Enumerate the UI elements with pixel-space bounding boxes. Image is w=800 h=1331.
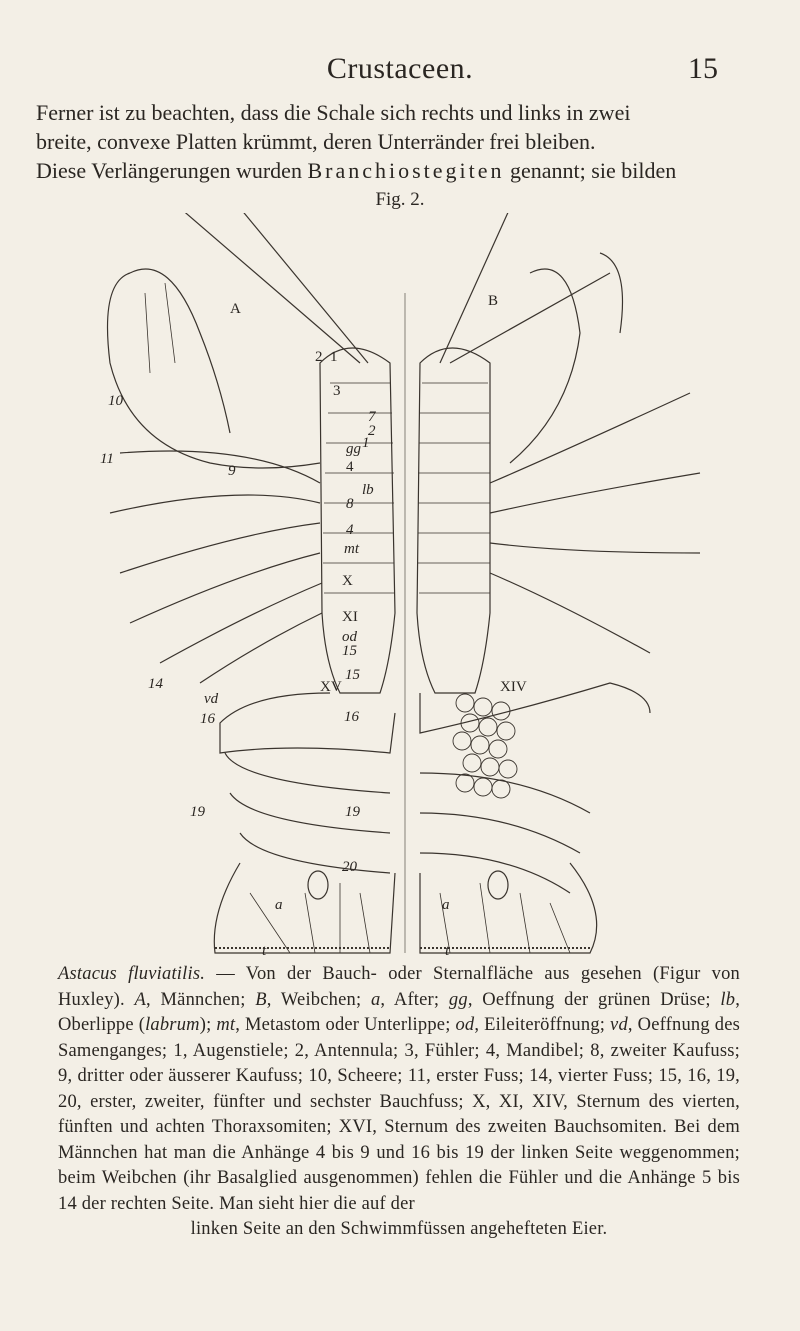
intro-line-2: breite, convexe Platten krümmt, deren Unterränder frei bleiben. (36, 129, 596, 154)
fig-label-19b: 19 (345, 804, 360, 820)
intro-line-3-end: genannt; sie bilden (504, 158, 677, 183)
crayfish-illustration (90, 213, 720, 958)
fig-label-11: 11 (100, 451, 114, 467)
caption-B: B (255, 989, 267, 1010)
caption-line-11: linken Seite an den Schwimmfüssen angehefteten Eier. (190, 1219, 608, 1239)
caption-od: od (455, 1015, 475, 1035)
caption-mt: mt (216, 1015, 236, 1035)
page-number: 15 (688, 52, 718, 85)
fig-label-4b: 4 (346, 522, 354, 538)
fig-label-XIV: XIV (500, 679, 527, 695)
page-header (0, 52, 800, 92)
fig-label-3: 3 (333, 383, 341, 399)
term-branchiostegiten: Branchiostegiten (307, 158, 505, 183)
fig-label-10: 10 (108, 393, 123, 409)
crayfish-engraving (90, 213, 720, 958)
fig-label-vd: vd (204, 691, 219, 707)
caption-gg: gg (448, 989, 468, 1010)
fig-label-t-left: t (262, 943, 267, 958)
caption-p11: , Oeffnung (627, 1015, 710, 1035)
intro-line-3-start: Diese Verlängerungen wurden (36, 158, 308, 183)
fig-label-4a: 4 (346, 459, 354, 475)
caption-line-4: des Samenganges; 1, Augenstiele; 2, Antennula; 3, Fühler; 4, Mandibel; 8, zweiter (58, 1015, 741, 1061)
figure-label: Fig. 2. (375, 189, 425, 210)
caption-line-5: Kaufuss; 9, dritter oder äusserer Kaufuss; 10, Scheere; 11, erster Fuss; 14, vierter (58, 1040, 741, 1086)
running-title: Crustaceen. (326, 52, 474, 85)
fig-label-XV: XV (320, 679, 342, 695)
fig-label-a-right: a (442, 897, 450, 913)
caption-p7: , Oberlippe ( (58, 989, 741, 1035)
fig-label-X: X (342, 573, 353, 589)
fig-label-15b: 15 (345, 667, 360, 683)
fig-label-9: 9 (228, 463, 236, 479)
caption-line-10: Fühler und die Anhänge 5 bis 14 der rechten Seite. Man sieht hier die auf der (58, 1168, 740, 1214)
fig-label-od: od (342, 629, 357, 645)
caption-line-9: linken Seite weggenommen; beim Weibchen (ihr Basalglied ausgenommen) fehlen die (58, 1142, 741, 1188)
figure-caption (58, 962, 740, 1243)
fig-label-20: 20 (342, 859, 357, 875)
caption-p4: , Weibchen; (266, 989, 371, 1010)
fig-label-a-left: a (275, 897, 283, 913)
intro-paragraph (36, 98, 746, 185)
caption-A: A (134, 989, 147, 1010)
fig-label-lb: lb (362, 482, 374, 498)
caption-p5: , After; (380, 989, 449, 1010)
caption-p1: — Von der Bauch- oder Sternalfläche aus gesehen (Figur von (205, 964, 740, 984)
fig-label-2: 2 (315, 349, 323, 365)
fig-label-1-right: 1 (362, 435, 370, 451)
fig-label-8: 8 (346, 496, 354, 512)
caption-p10: , Eileiteröffnung; (474, 1015, 611, 1035)
fig-label-16a: 16 (200, 711, 215, 727)
caption-species: Astacus fluviatilis. (58, 964, 206, 984)
caption-line-7: Sternum des vierten, fünften und achten Thoraxsomiten; XVI, Sternum des zweiten (58, 1091, 741, 1137)
intro-line-3 (36, 156, 746, 185)
fig-label-gg: gg (346, 441, 361, 457)
fig-label-7-right: 7 (368, 409, 376, 425)
caption-a: a (370, 989, 381, 1010)
fig-label-1: 1 (330, 349, 338, 365)
caption-line-6: Fuss; 15, 16, 19, 20, erster, zweiter, fünfter und sechster Bauchfuss; X, XI, XIV, (58, 1066, 740, 1112)
fig-label-t-right: t (445, 943, 450, 958)
fig-label-XI: XI (342, 609, 358, 625)
caption-line-8: Bauchsomiten. Bei dem Männchen hat man die Anhänge 4 bis 9 und 16 bis 19 der (58, 1117, 740, 1163)
fig-label-A: A (230, 301, 241, 317)
intro-line-1: Ferner ist zu beachten, dass die Schale sich rechts und links in zwei (36, 100, 631, 125)
fig-label-16b: 16 (344, 709, 359, 725)
caption-p9: , Metastom oder Unterlippe; (235, 1015, 456, 1035)
caption-p8: ); (199, 1015, 217, 1035)
caption-p6: , Oeffnung der grünen Drüse; (467, 989, 711, 1010)
caption-vd: vd (610, 1015, 628, 1035)
fig-label-15a: 15 (342, 643, 357, 659)
caption-labrum: labrum (145, 1015, 200, 1035)
caption-p3: , Männchen; (146, 989, 256, 1010)
fig-label-14: 14 (148, 676, 163, 692)
fig-label-B: B (488, 293, 499, 309)
caption-lb: lb (720, 989, 736, 1010)
fig-label-mt: mt (344, 541, 359, 557)
fig-label-19a: 19 (190, 804, 205, 820)
fig-label-2-right: 2 (368, 423, 376, 439)
caption-p2: Huxley). (58, 989, 135, 1010)
